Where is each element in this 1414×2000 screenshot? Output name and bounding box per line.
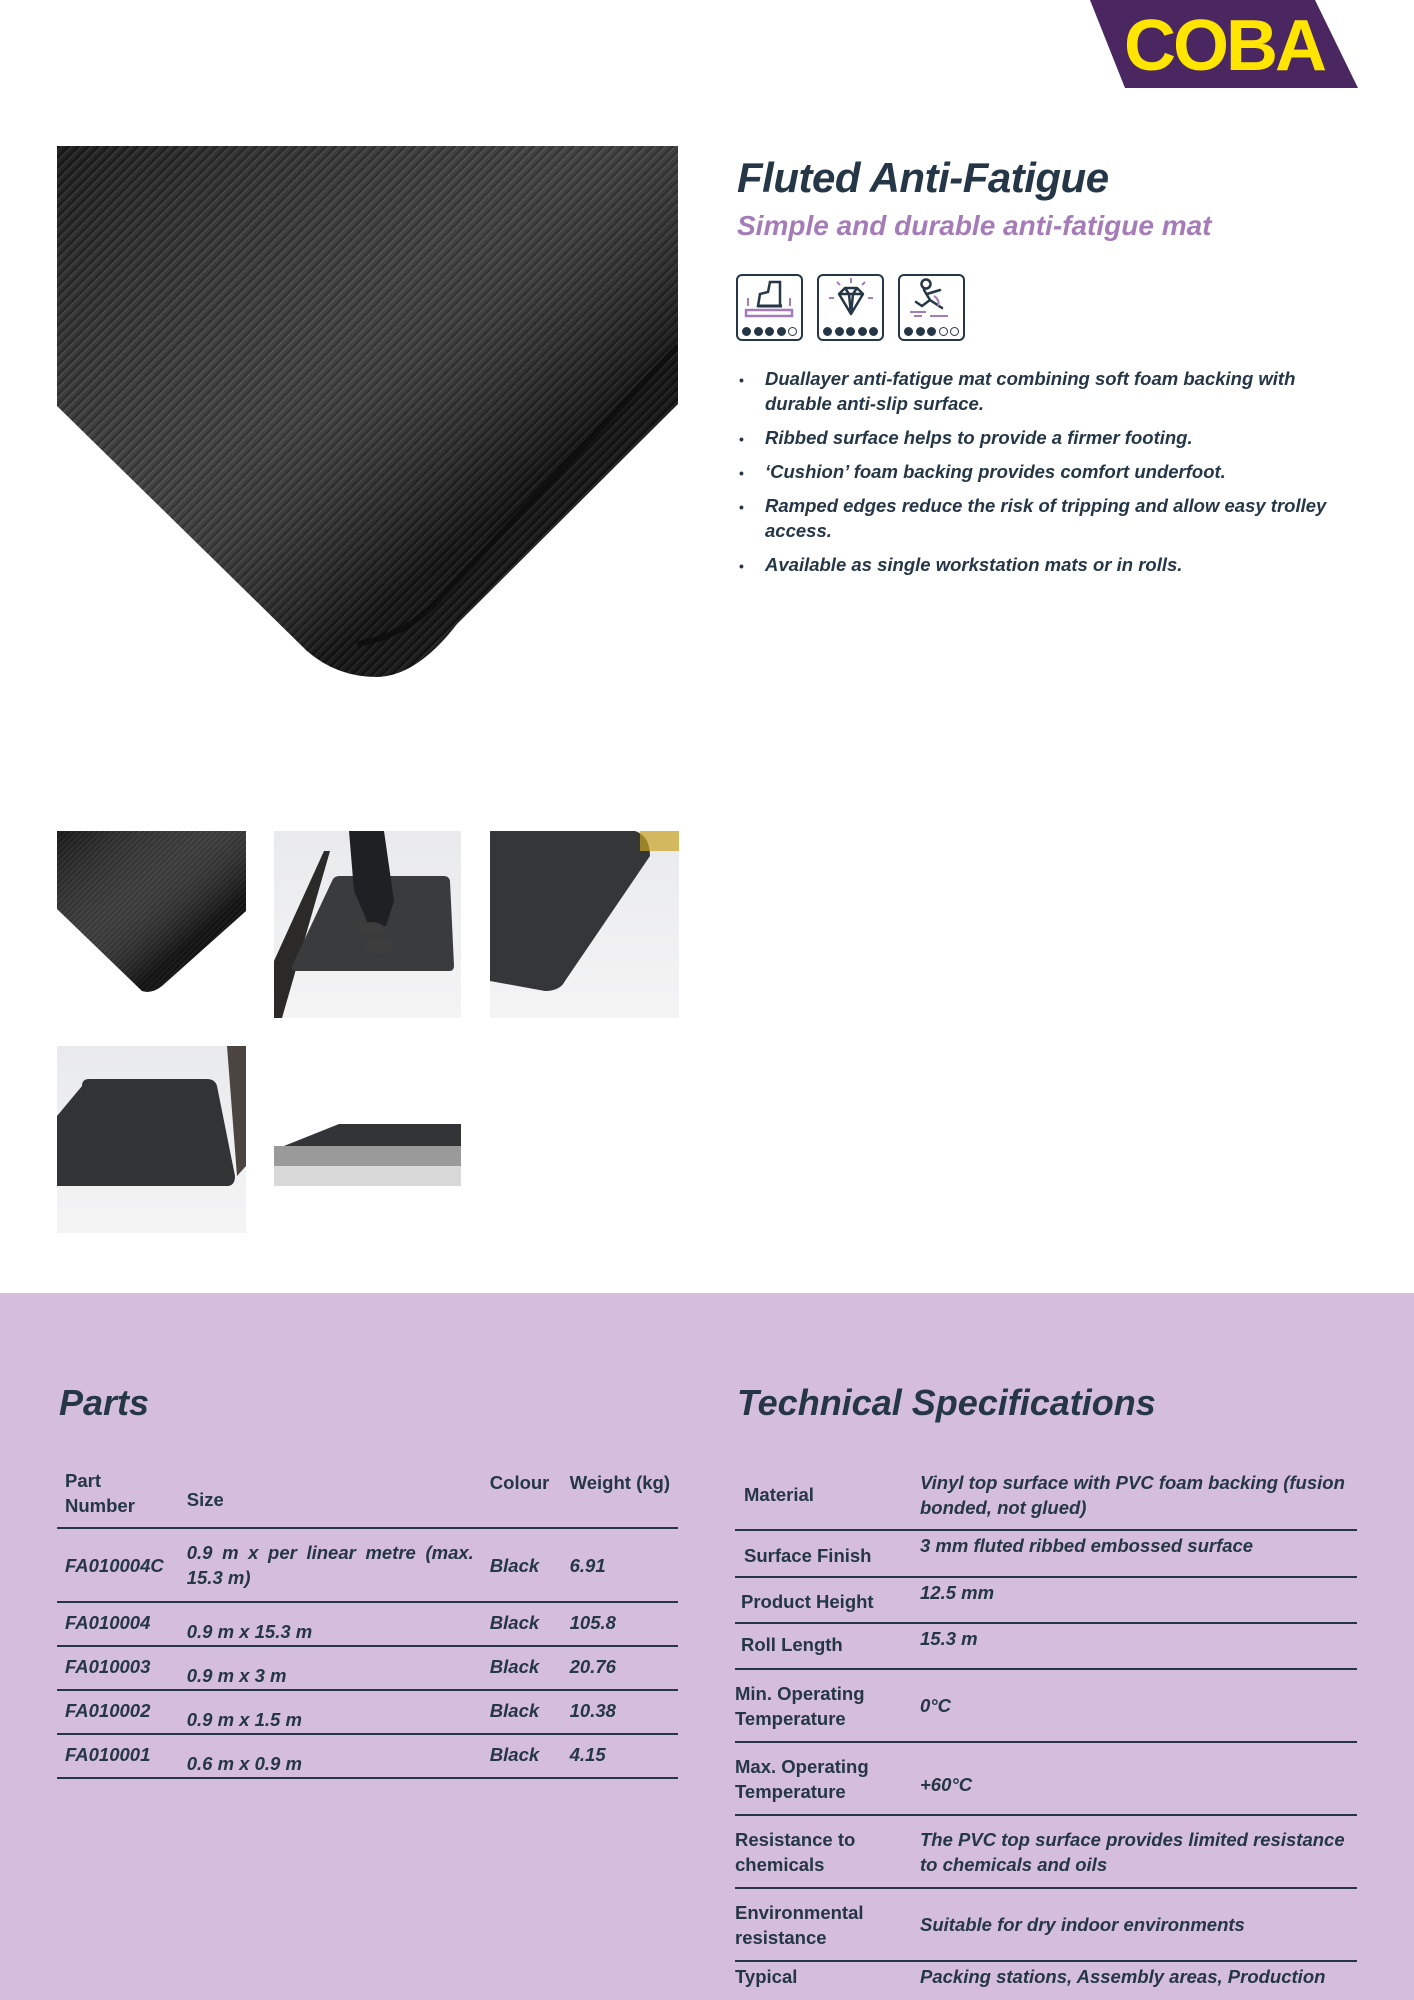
spec-label: Environmental resistance — [735, 1901, 864, 1948]
durability-badge — [817, 274, 884, 341]
diamond-durability-icon — [819, 276, 881, 324]
spec-row — [735, 1530, 1357, 1577]
header-colour: Colour — [489, 1472, 550, 1493]
spec-label: Product Height — [741, 1591, 874, 1612]
part-colour: Black — [489, 1656, 540, 1677]
spec-label: Max. Operating Temperature — [735, 1755, 869, 1802]
spec-value: Packing stations, Assembly areas, Production — [920, 1966, 1326, 1987]
thumbnail-person-on-mat[interactable] — [274, 831, 463, 1018]
spec-row — [735, 1888, 1357, 1961]
spec-row — [735, 1460, 1357, 1530]
table-row — [57, 1646, 678, 1690]
spec-value: The PVC top surface provides limited resistance to chemicals and oils — [920, 1828, 1345, 1875]
spec-row — [735, 1577, 1357, 1623]
spec-value: 12.5 mm — [920, 1582, 995, 1603]
specs-title: Technical Specifications — [737, 1382, 1156, 1423]
part-colour: Black — [489, 1612, 540, 1633]
rating-dots — [742, 327, 797, 336]
header-part-number: Part Number — [65, 1469, 135, 1516]
specs-table — [735, 1460, 1357, 1997]
table-row — [57, 1528, 678, 1602]
table-row — [57, 1734, 678, 1778]
boot-comfort-icon — [738, 276, 800, 324]
rating-dots — [904, 327, 959, 336]
feature-item: • Available as single workstation mats or in rolls. — [737, 552, 1357, 577]
part-colour: Black — [489, 1554, 540, 1576]
spec-value: 15.3 m — [920, 1628, 978, 1649]
spec-label: Typical — [735, 1966, 798, 1987]
thumbnail-mat-edge-profile[interactable] — [274, 1046, 463, 1233]
part-weight: 10.38 — [569, 1700, 616, 1721]
part-size: 0.9 m x 3 m — [186, 1665, 287, 1686]
rating-dots — [823, 327, 878, 336]
spec-label: Min. Operating Temperature — [735, 1682, 865, 1729]
part-weight: 20.76 — [569, 1656, 616, 1677]
part-size: 0.9 m x per linear metre (max. 15.3 m) — [186, 1542, 474, 1588]
spec-label: Resistance to chemicals — [735, 1828, 856, 1875]
spec-value: Suitable for dry indoor environments — [920, 1914, 1245, 1935]
feature-item: • Ramped edges reduce the risk of tripping and allow easy trolley access. — [737, 493, 1357, 543]
table-row — [57, 1602, 678, 1646]
coba-logo — [1090, 0, 1358, 88]
slip-resistance-icon — [900, 276, 962, 324]
feature-badges — [736, 274, 965, 341]
spec-row — [735, 1623, 1357, 1669]
boot-comfort-badge — [736, 274, 803, 341]
thumbnail-mat-beside-machine[interactable] — [57, 1046, 246, 1233]
part-size: 0.6 m x 0.9 m — [186, 1753, 302, 1774]
spec-label: Material — [744, 1484, 814, 1505]
logo-text: COBA — [1124, 6, 1324, 86]
part-weight: 105.8 — [569, 1612, 616, 1633]
product-subtitle: Simple and durable anti-fatigue mat — [737, 210, 1212, 241]
thumbnail-mat-on-floor[interactable] — [490, 831, 679, 1018]
feature-item: • ‘Cushion’ foam backing provides comfort underfoot. — [737, 459, 1357, 484]
part-weight: 6.91 — [569, 1554, 606, 1576]
slip-resistance-badge — [898, 274, 965, 341]
part-number: FA010002 — [65, 1700, 151, 1721]
part-size: 0.9 m x 1.5 m — [186, 1709, 302, 1730]
parts-header-row — [57, 1458, 678, 1528]
spec-row — [735, 1815, 1357, 1888]
spec-value: 3 mm fluted ribbed embossed surface — [920, 1535, 1254, 1556]
spec-value: +60°C — [920, 1774, 973, 1795]
part-weight: 4.15 — [569, 1744, 606, 1765]
header-size: Size — [186, 1489, 224, 1510]
spec-row — [735, 1669, 1357, 1742]
part-number: FA010001 — [65, 1744, 151, 1765]
spec-row — [735, 1961, 1357, 1997]
part-size: 0.9 m x 15.3 m — [186, 1621, 313, 1642]
header-weight: Weight (kg) — [569, 1472, 670, 1493]
parts-table — [57, 1458, 678, 1779]
part-colour: Black — [489, 1700, 540, 1721]
table-row — [57, 1690, 678, 1734]
feature-item: • Ribbed surface helps to provide a firmer footing. — [737, 425, 1357, 450]
spec-value: 0°C — [920, 1695, 952, 1716]
spec-row — [735, 1742, 1357, 1815]
parts-title: Parts — [59, 1382, 150, 1423]
part-number: FA010004C — [65, 1554, 164, 1576]
spec-label: Roll Length — [741, 1634, 843, 1655]
thumbnail-mat-corner[interactable] — [57, 831, 246, 1018]
product-title: Fluted Anti-Fatigue — [737, 154, 1109, 201]
part-colour: Black — [489, 1744, 540, 1765]
part-number: FA010004 — [65, 1612, 151, 1633]
part-number: FA010003 — [65, 1656, 151, 1677]
spec-value: Vinyl top surface with PVC foam backing (fusion bonded, not glued) — [920, 1471, 1345, 1518]
hero-product-image — [57, 146, 678, 677]
feature-item: • Duallayer anti-fatigue mat combining soft foam backing with durable anti-slip surface. — [737, 366, 1357, 416]
spec-label: Surface Finish — [744, 1545, 872, 1566]
feature-list — [737, 366, 1357, 586]
